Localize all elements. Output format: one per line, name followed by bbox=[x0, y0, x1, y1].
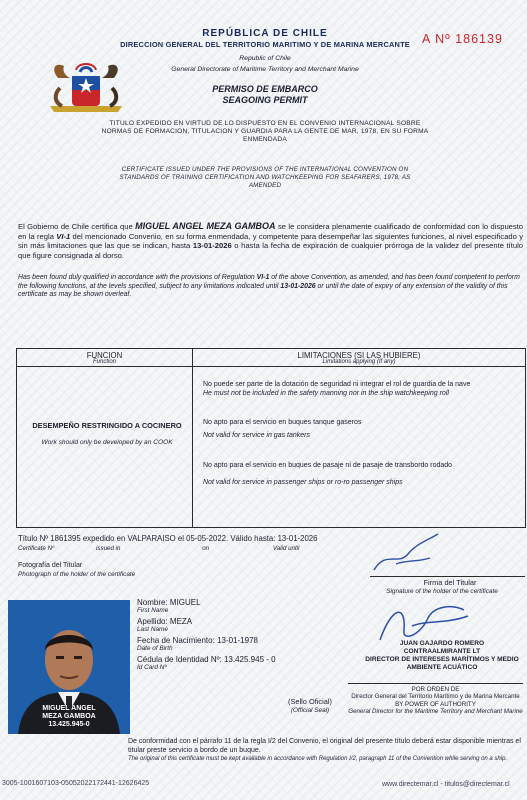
order-divider bbox=[348, 683, 523, 684]
first-name: Nombre: MIGUEL bbox=[137, 598, 201, 607]
director-rank: CONTRAALMIRANTE LT bbox=[403, 648, 481, 655]
validity-line: Título Nº 1861395 expedido en VALPARAISO el 05-05-2022. Válido hasta: 13-01-2026 bbox=[18, 534, 318, 543]
official-seal-label-en: (Official Seal) bbox=[290, 707, 330, 714]
permit-title-en: SEAGOING PERMIT bbox=[222, 95, 308, 105]
col-header-limitations: LIMITACIONES (SI LAS HUBIERE) bbox=[297, 351, 421, 360]
function-es: DESEMPEÑO RESTRINGIDO A COCINERO bbox=[32, 421, 182, 430]
order-es: POR ORDEN DE bbox=[411, 686, 460, 693]
body-es-prefix: El Gobierno de Chile certifica que bbox=[18, 222, 136, 231]
footer-note-en: The original of this certificate must be kept available in accordance with Regulation I/2, paragraph 11 of the Convention while serving on a ship. bbox=[128, 756, 508, 762]
col-header-limitations-en: Limitations applying (If any) bbox=[322, 359, 396, 365]
photo-caption bbox=[8, 705, 130, 730]
holder-signature-line bbox=[370, 576, 525, 577]
validity-date-es: 13-01-2026 bbox=[192, 241, 232, 251]
body-en-middle: of the above Convention, as amended, and has been found competent to perform the following functions, at the levels specified, subject to any limitations indicated until bbox=[18, 274, 520, 290]
holder-signature-label: Firma del Titular bbox=[423, 578, 477, 587]
col-header-function: FUNCION bbox=[86, 351, 123, 360]
validity-cert-no: Certificate Nº bbox=[18, 545, 55, 552]
barcode-number: 3005-1001607103-05052022172441-12626425 bbox=[2, 780, 150, 787]
validity-on: on bbox=[202, 545, 210, 552]
order-block bbox=[348, 686, 523, 716]
photo-caption-name2: MEZA GAMBOA bbox=[42, 713, 96, 721]
permit-title: PERMISO DE EMBARCO bbox=[212, 84, 318, 94]
first-name-en: First Name bbox=[137, 607, 169, 614]
order-en: BY POWER OF AUTHORITY bbox=[395, 700, 476, 708]
preamble-en: CERTIFICATE ISSUED UNDER THE PROVISIONS OF THE INTERNATIONAL CONVENTION ON STANDARDS OF TRAINING CERTIFICATION AND WATCHKEEPING FOR SEAFARERS, 1978, AS AMENDED bbox=[119, 166, 411, 189]
certification-text-es bbox=[18, 222, 523, 260]
footer-note-es: De conformidad con el párrafo 11 de la regla I/2 del Convenio, el original del presente título deberá estar disponible mientras el titular preste servicio a bordo de un buque. bbox=[128, 738, 521, 754]
header-agency-en: General Directorate of Maritime Territory and Merchant Marine bbox=[171, 66, 359, 73]
holder-signature-icon bbox=[368, 530, 458, 578]
official-seal-label: (Sello Oficial) bbox=[288, 697, 332, 706]
function-en: Work should only be developed by an COOK bbox=[41, 439, 173, 446]
limitation-en: Not valid for service in passenger ships or ro-ro passenger ships bbox=[203, 479, 403, 486]
body-en-suffix: or until the date of expiry of any extension of the validity of this certificate as may be shown overleaf. bbox=[18, 282, 508, 299]
preamble-es: TITULO EXPEDIDO EN VIRTUD DE LO DISPUESTO EN EL CONVENIO INTERNACIONAL SOBRE NORMAS DE FORMACION, TITULACION Y GUARDIA PARA LA GENTE DE MAR, 1978, EN SU FORMA ENMENDADA bbox=[101, 120, 429, 143]
col-header-function-en: Function bbox=[92, 359, 116, 365]
limitation-en: He must not be included in the safety manning nor in the ship watchkeeping roll bbox=[203, 390, 449, 397]
photo-label-en: Photograph of the holder of the certificate bbox=[18, 571, 136, 578]
limitation-es: No puede ser parte de la dotación de seguridad ni integrar el rol de guardia de la nave bbox=[203, 381, 471, 388]
body-en-prefix: Has been found duly qualified in accordance with the provisions of Regulation bbox=[18, 274, 257, 281]
limitation-es: No apto para el servicio en buques tanque gaseros bbox=[203, 419, 362, 426]
date-of-birth: Fecha de Nacimiento: 13-01-1978 bbox=[137, 636, 258, 645]
photo-caption-id: 13.425.945-0 bbox=[48, 721, 90, 729]
photo-label: Fotografía del Titular bbox=[18, 562, 83, 569]
validity-valid-until: Valid until bbox=[272, 545, 300, 552]
last-name-en: Last Name bbox=[137, 626, 168, 633]
website-contact: www.directemar.cl - titulos@directemar.cl bbox=[382, 781, 510, 788]
director-block bbox=[362, 640, 522, 672]
validity-date-en: 13-01-2026 bbox=[280, 282, 316, 290]
serial-number: A Nº 186139 bbox=[422, 32, 503, 46]
order-en-detail: General Director for the Maritime Territory and Merchant Marine bbox=[348, 708, 523, 716]
order-es-detail: Director General del Territorio Marítimo y de Marina Mercante bbox=[351, 693, 520, 701]
regulation-es: VI-1 bbox=[56, 231, 71, 241]
header-agency: DIRECCION GENERAL DEL TERRITORIO MARITIMO Y DE MARINA MERCANTE bbox=[120, 40, 410, 49]
holder-signature-label-en: Signature of the holder of the certificate bbox=[386, 588, 498, 595]
date-of-birth-en: Date of Birth bbox=[137, 645, 173, 652]
director-title: DIRECTOR DE INTERESES MARÍTIMOS Y MEDIO AMBIENTE ACUÁTICO bbox=[365, 656, 519, 671]
functions-table bbox=[16, 348, 526, 528]
photo-caption-name1: MIGUEL ANGEL bbox=[42, 705, 96, 712]
validity-issued-in: issued in bbox=[96, 545, 121, 552]
body-es-middle2: del mencionado Convenio, en su forma enmendada, y competente para desempeñar las siguientes funciones, al nivel especificado y sin más limitaciones que las que se indican, hasta bbox=[18, 231, 523, 251]
last-name: Apellido: MEZA bbox=[137, 617, 193, 626]
limitation-es: No apto para el servicio en buques de pasaje ni de pasaje de transbordo rodado bbox=[203, 462, 453, 469]
regulation-en: VI-1 bbox=[256, 274, 270, 281]
id-card-number: Cédula de Identidad Nº: 13.425.945 - 0 bbox=[137, 655, 276, 664]
certification-text-en bbox=[18, 274, 523, 300]
body-es-suffix: o hasta la fecha de expiración de cualquier prórroga de la validez del presente título que figure consignada al dorso. bbox=[18, 241, 523, 260]
header-country-en: Republic of Chile bbox=[239, 55, 291, 62]
header-country: REPÚBLICA DE CHILE bbox=[202, 28, 328, 39]
holder-name: MIGUEL ANGEL MEZA GAMBOA bbox=[135, 221, 276, 231]
body-es-middle1: se le considera plenamente cualificado de conformidad con lo dispuesto en la regla bbox=[18, 222, 524, 241]
director-name: JUAN GAJARDO ROMERO bbox=[399, 640, 485, 647]
limitation-en: Not valid for service in gas tankers bbox=[203, 432, 310, 439]
id-card-en: Id Card Nº bbox=[137, 664, 167, 671]
coat-of-arms-icon bbox=[40, 58, 132, 120]
